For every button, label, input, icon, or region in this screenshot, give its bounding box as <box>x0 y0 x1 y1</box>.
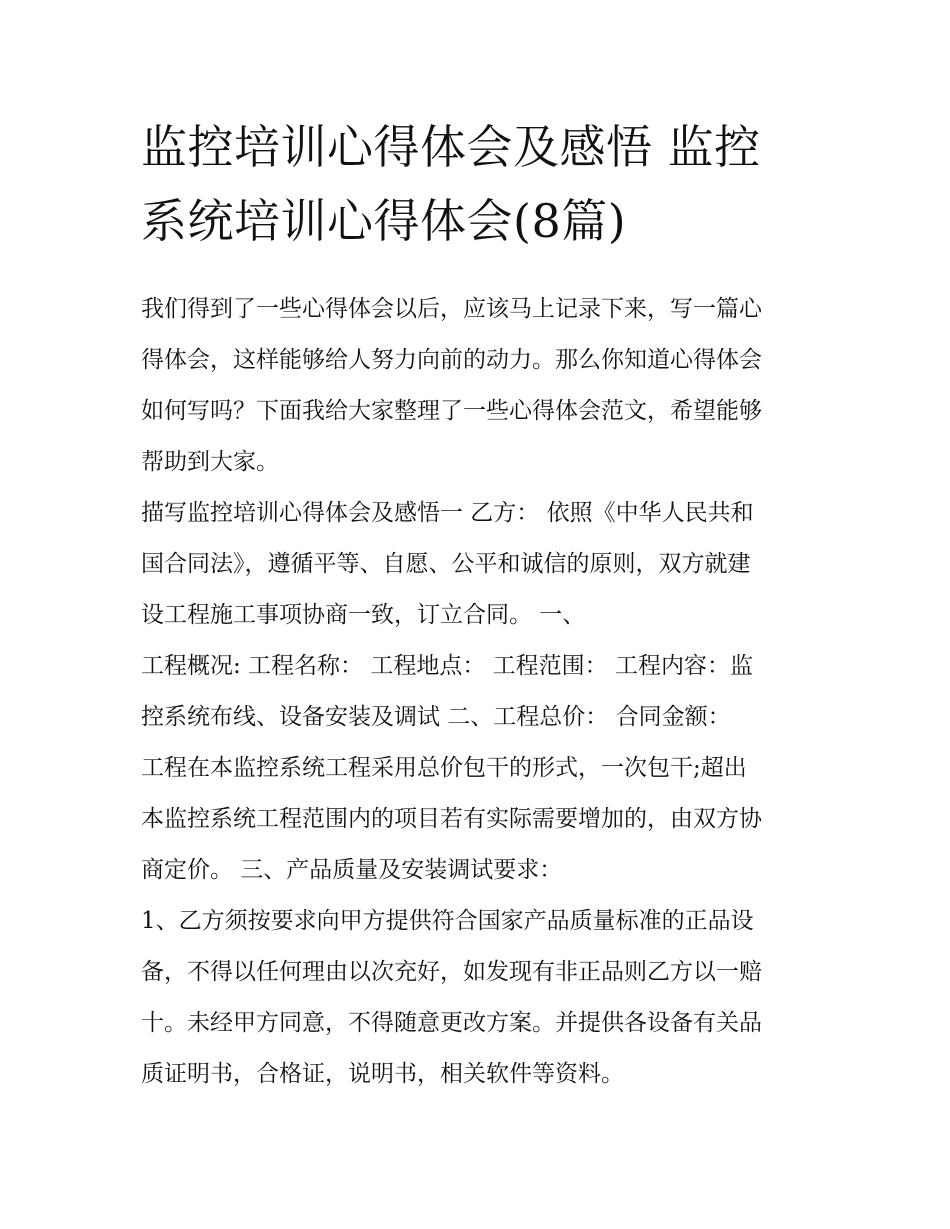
body-line: 工程在本监控系统工程采用总价包干的形式，一次包干;超出 <box>141 755 747 781</box>
title-line: 监控培训心得体会及感悟 监控 <box>141 120 761 174</box>
body-line: 工程概况: 工程名称： 工程地点： 工程范围： 工程内容：监 <box>141 653 753 679</box>
body-line: 我们得到了一些心得体会以后，应该马上记录下来，写一篇心 <box>141 296 762 322</box>
body-line: 设工程施工事项协商一致，订立合同。 一、 <box>141 602 586 628</box>
body-line: 1、乙方须按要求向甲方提供符合国家产品质量标准的正品设 <box>141 908 754 934</box>
body-line: 得体会，这样能够给人努力向前的动力。那么你知道心得体会 <box>141 347 762 373</box>
title-line: 系统培训心得体会(8篇) <box>141 194 627 248</box>
body-line: 如何写吗？下面我给大家整理了一些心得体会范文，希望能够 <box>141 398 762 424</box>
document-title <box>141 110 816 258</box>
body-line: 描写监控培训心得体会及感悟一 乙方： 依照《中华人民共和 <box>141 500 754 526</box>
body-line: 国合同法》，遵循平等、自愿、公平和诚信的原则，双方就建 <box>141 551 751 577</box>
body-line: 质证明书，合格证，说明书，相关软件等资料。 <box>141 1061 624 1087</box>
body-line: 控系统布线、设备安装及调试 二、工程总价： 合同金额： <box>141 704 731 730</box>
body-line: 十。未经甲方同意，不得随意更改方案。并提供各设备有关品 <box>141 1010 762 1036</box>
body-line: 商定价。 三、产品质量及安装调试要求： <box>141 857 563 883</box>
document-body <box>141 284 816 1100</box>
body-line: 备，不得以任何理由以次充好，如发现有非正品则乙方以一赔 <box>141 959 762 985</box>
document-page <box>141 110 816 1100</box>
body-line: 帮助到大家。 <box>141 449 279 475</box>
body-line: 本监控系统工程范围内的项目若有实际需要增加的，由双方协 <box>141 806 762 832</box>
